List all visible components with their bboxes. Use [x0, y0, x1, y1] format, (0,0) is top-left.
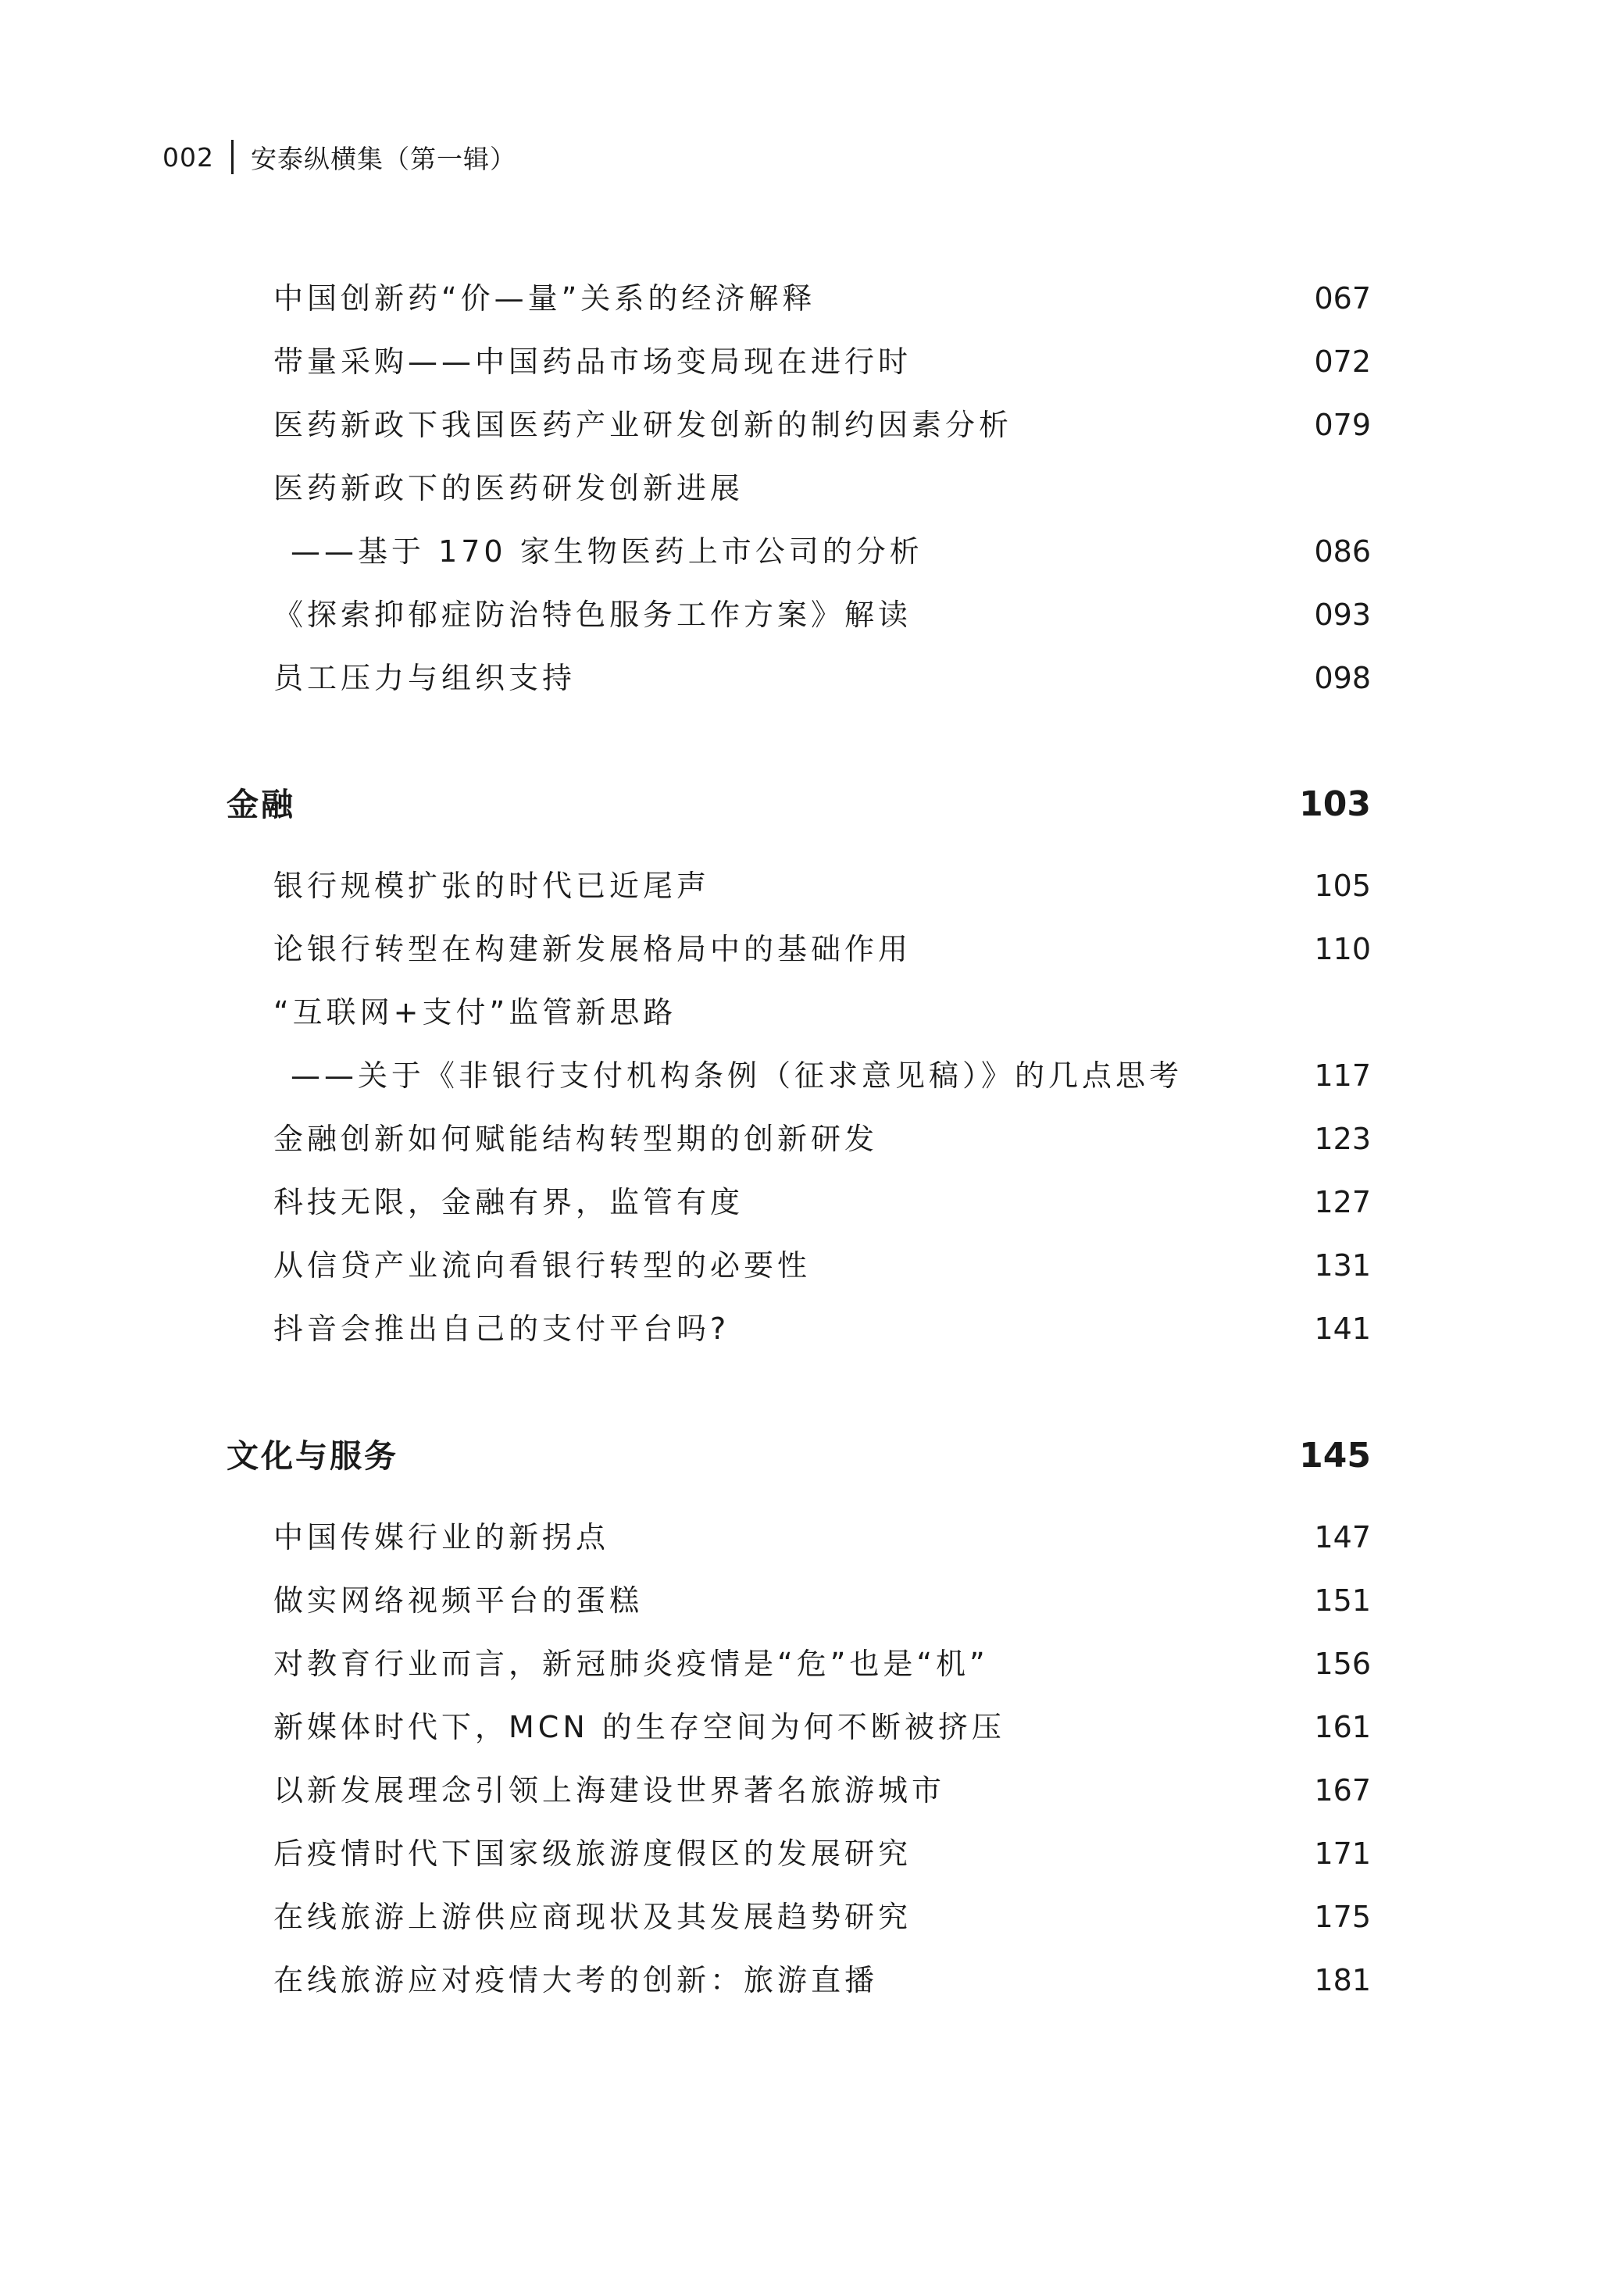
toc-entry-title: 中国创新药“价—量”关系的经济解释: [273, 281, 816, 316]
toc-entry: [273, 1179, 1371, 1226]
toc-entry-page: 105: [1314, 869, 1371, 903]
toc-entry-page: 181: [1314, 1963, 1371, 1997]
section-title: 金融: [227, 786, 295, 823]
toc-entry-page: 151: [1314, 1583, 1371, 1618]
toc-entry: [273, 275, 1371, 322]
section-title: 文化与服务: [227, 1437, 398, 1475]
toc-entry-title: 对教育行业而言，新冠肺炎疫情是“危”也是“机”: [273, 1647, 989, 1681]
toc-entry: [273, 1704, 1371, 1751]
toc-entry: [273, 1830, 1371, 1877]
toc-entry: [273, 591, 1371, 638]
toc-entry: [273, 1514, 1371, 1561]
toc-entry-page: 117: [1314, 1058, 1371, 1093]
toc-entry: [273, 1640, 1371, 1687]
toc-entry: [273, 1305, 1371, 1352]
toc-entry-title: 新媒体时代下，MCN 的生存空间为何不断被挤压: [273, 1710, 1005, 1744]
toc-entry-title: 后疫情时代下国家级旅游度假区的发展研究: [273, 1836, 912, 1871]
toc-entry-page: 141: [1314, 1312, 1371, 1346]
toc-entry-page: 086: [1314, 534, 1371, 569]
toc-entry-page: 123: [1314, 1122, 1371, 1156]
toc-entry-title: 医药新政下我国医药产业研发创新的制约因素分析: [273, 408, 1013, 442]
toc-entry-page: 098: [1314, 661, 1371, 695]
toc-entry-title: 论银行转型在构建新发展格局中的基础作用: [273, 932, 912, 966]
toc-entry-title: 医药新政下的医药研发创新进展: [273, 471, 744, 505]
toc-entry-title: 带量采购——中国药品市场变局现在进行时: [273, 344, 912, 379]
toc-entry-page: 072: [1314, 344, 1371, 379]
toc-entry: [273, 1577, 1371, 1624]
toc-entry-title: ——基于 170 家生物医药上市公司的分析: [291, 534, 923, 569]
toc-entry-page: 110: [1314, 932, 1371, 966]
toc-entry: [273, 1115, 1371, 1162]
toc-entry-page: 161: [1314, 1710, 1371, 1744]
toc-entry-page: 167: [1314, 1773, 1371, 1808]
toc-entry-title: ——关于《非银行支付机构条例（征求意见稿）》的几点思考: [291, 1058, 1183, 1093]
toc-entry-page: 175: [1314, 1900, 1371, 1934]
toc-entry-title: 员工压力与组织支持: [273, 661, 576, 695]
toc-entry-title: 在线旅游应对疫情大考的创新：旅游直播: [273, 1963, 879, 1997]
toc-entry-page: 093: [1314, 598, 1371, 632]
header-page-number: 002: [162, 141, 214, 173]
toc-entry-page: 067: [1314, 281, 1371, 316]
section-page: 103: [1299, 784, 1371, 824]
toc-entry: [273, 1957, 1371, 2004]
toc-entry: [273, 402, 1371, 448]
toc-entry-title: 从信贷产业流向看银行转型的必要性: [273, 1248, 812, 1283]
toc-entry: [273, 1893, 1371, 1940]
toc-entry-subtitle: [291, 528, 1371, 575]
toc-entry: [273, 926, 1371, 973]
toc-entry-page: 171: [1314, 1836, 1371, 1871]
toc-entry: [273, 655, 1371, 701]
section-heading: [227, 1431, 1371, 1481]
toc-entry: [273, 989, 1371, 1036]
toc-entry-page: 131: [1314, 1248, 1371, 1283]
toc-entry-title: 抖音会推出自己的支付平台吗?: [273, 1312, 730, 1346]
toc-entry-title: “互联网+支付”监管新思路: [273, 995, 677, 1030]
toc-entry: [273, 1242, 1371, 1289]
toc-entry-title: 做实网络视频平台的蛋糕: [273, 1583, 644, 1618]
toc-entry: [273, 862, 1371, 909]
section-heading: [227, 780, 1371, 830]
toc-entry-title: 中国传媒行业的新拐点: [273, 1520, 610, 1554]
toc-entry-page: 079: [1314, 408, 1371, 442]
toc-entry-page: 156: [1314, 1647, 1371, 1681]
toc-entry-title: 科技无限，金融有界，监管有度: [273, 1185, 744, 1219]
toc-entry-title: 银行规模扩张的时代已近尾声: [273, 869, 711, 903]
toc-entry: [273, 465, 1371, 512]
header-book-title: 安泰纵横集（第一辑）: [251, 143, 516, 174]
toc-entry-title: 《探索抑郁症防治特色服务工作方案》解读: [273, 598, 912, 632]
toc-entry-title: 金融创新如何赋能结构转型期的创新研发: [273, 1122, 879, 1156]
toc-entry: [273, 1767, 1371, 1814]
toc-entry-subtitle: [291, 1052, 1371, 1099]
toc-entry-title: 以新发展理念引领上海建设世界著名旅游城市: [273, 1773, 946, 1808]
toc-entry-page: 147: [1314, 1520, 1371, 1554]
toc-entry: [273, 338, 1371, 385]
toc-entry-page: 127: [1314, 1185, 1371, 1219]
toc-entry-title: 在线旅游上游供应商现状及其发展趋势研究: [273, 1900, 912, 1934]
section-page: 145: [1299, 1436, 1371, 1476]
